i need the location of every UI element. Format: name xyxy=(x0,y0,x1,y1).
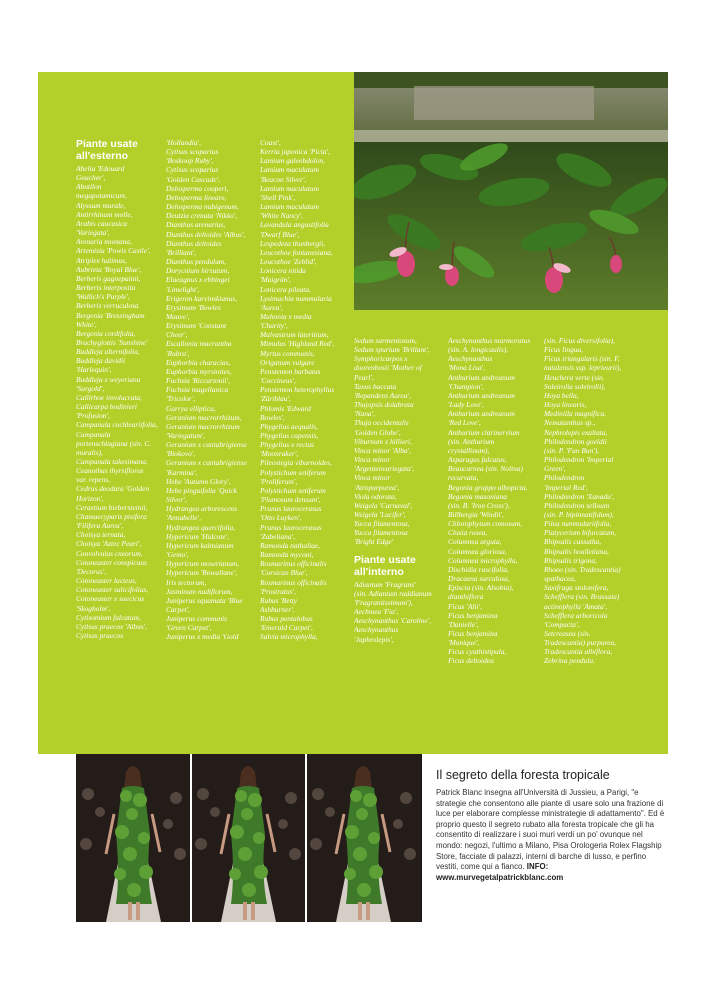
plant-entry: Ficus benjamina xyxy=(448,629,498,638)
plant-entry: 'Biokovo', xyxy=(166,449,196,459)
plant-entry: Rhipsalis trigona, xyxy=(544,555,597,565)
plant-entry: Cytisus praecox xyxy=(76,630,124,640)
plant-entry: Aeschynanthus xyxy=(448,354,493,364)
plant-entry: Philodendron goeldii xyxy=(544,436,607,446)
plant-entry: Billbergia 'Windii', xyxy=(448,509,504,519)
plant-entry: 'Corsican Blue', xyxy=(260,568,308,578)
plant-entry: muralis), xyxy=(76,447,103,457)
plant-entry: Schefflera arboricola xyxy=(544,610,608,620)
plant-entry: Penstemon heterophyllus xyxy=(260,385,335,395)
plant-entry: 'Karmina', xyxy=(166,467,198,477)
plant-entry: Fuchsia 'Riccartonii', xyxy=(166,376,230,386)
plant-entry: Dischidia ruscifolia, xyxy=(448,564,509,574)
plant-entry: Lonicera nitida xyxy=(260,266,306,276)
plant-entry: recurvata, xyxy=(448,473,479,483)
plant-entry: (sin. B. 'Iron Cross'), xyxy=(448,500,510,510)
plant-entry: Cotoneaster conspicuus xyxy=(76,557,147,567)
plant-entry: Aechmea 'Fia', xyxy=(354,607,399,617)
plant-entry: Philodendron 'Imperial xyxy=(544,455,614,465)
plant-entry: Penstemon barbatus xyxy=(260,366,321,376)
plant-entry: Atriplex halimus, xyxy=(76,255,127,265)
plant-entry: Anthurium andreanum xyxy=(448,409,515,419)
plant-entry: Ceanothus thyrsiflorus xyxy=(76,466,144,476)
plant-entry: Fuchsia magellanica xyxy=(166,385,229,395)
plant-entry: Kerria japonica 'Picta', xyxy=(260,147,330,157)
plant-entry: Erigeron karvinskianus, xyxy=(166,293,238,303)
plant-entry: Philodendron 'Xanadu', xyxy=(544,491,615,501)
plant-entry: Rubus 'Betty xyxy=(260,595,298,605)
plant-entry: Ficus deltoidea xyxy=(448,656,494,666)
plant-entry: 'Compacta', xyxy=(544,619,580,629)
plant-entry: Cotoneaster x suecicus xyxy=(76,594,145,604)
plant-entry: Ficus benjamina xyxy=(448,610,498,620)
plant-entry: Campanula xyxy=(76,429,111,439)
plant-entry: Juniperus communis xyxy=(166,614,227,624)
plant-list-column-1 xyxy=(76,138,158,750)
plant-entry: Nephrolepis exaltata, xyxy=(544,427,608,437)
plant-entry: Geranium x cantabrigiense xyxy=(166,458,247,468)
plant-entry: 'Boskoop Ruby', xyxy=(166,156,214,166)
plant-entry: Sedum sarmentosum, xyxy=(354,336,417,345)
plant-entry: 'Filifera Aurea', xyxy=(76,521,124,531)
plant-entry: Ramonda myconi, xyxy=(260,550,314,560)
caption-title: Il segreto della foresta tropicale xyxy=(436,768,610,782)
plant-entry: 'Limelight', xyxy=(166,284,200,294)
plant-entry: (sin. P. 'Fun Bun'), xyxy=(544,445,600,455)
plant-entry: 'Champion', xyxy=(448,381,484,391)
plant-entry: Cytisus praecox 'Albus', xyxy=(76,621,148,631)
plant-entry: Silver', xyxy=(166,495,187,505)
plant-entry: Cotoneaster salicifolius, xyxy=(76,585,149,595)
plant-entry: 'Golden Globe', xyxy=(354,427,401,437)
plant-entry: Rhipsalis cassutha, xyxy=(544,537,602,547)
plant-entry: 'Gemo', xyxy=(166,550,189,560)
plant-entry: Buddleja alternifolia, xyxy=(76,347,140,357)
plant-entry: Hydrangea arborescens xyxy=(166,504,237,514)
plant-entry: Bergenia cordifolia, xyxy=(76,328,136,338)
plant-entry: Arabis caucasica xyxy=(76,218,128,228)
plant-entry: Cheer', xyxy=(166,330,188,340)
plant-entry: Phygelius x rectus xyxy=(260,440,314,450)
caption-body: Patrick Blanc insegna all'Università di Jussieu, a Parigi, "e strategie che consentono alle piante di usare solo una frazione di luce per elaborare complesse ministrategie di adattamento". Ed è proprio questo il segreto rubato alla foresta tropicale che gli ha consentito di realizzare i suoi muri verdi un po' ovunque nel mondo: negozi, l'ultimo a Milano, Pisa Orologeria Rolex Flagship Store, facciate di palazzi, interni di barche di lusso, e perfino vestiti, come qui a fianco. INFO: www.murvegetalpatrickblanc.com xyxy=(436,788,665,882)
plant-entry: White', xyxy=(76,319,97,329)
plant-entry: Prunus laurocerasus xyxy=(260,522,322,532)
plant-entry: 'Variegata', xyxy=(76,228,110,238)
plant-entry: Dracaena surculosa, xyxy=(448,574,510,584)
plant-entry: Soleirolia soleirolii), xyxy=(544,381,606,391)
plant-entry: 'Lady Love', xyxy=(448,400,485,410)
plant-entry: Hypericum 'Rowallane', xyxy=(166,568,238,578)
plant-entry: 'Shell Pink', xyxy=(260,192,296,202)
plant-entry: 'Aurea', xyxy=(260,302,283,312)
plant-entry: 'Fragrantissimum'), xyxy=(354,597,413,607)
plant-entry: Rhoeo (sin. Tradescantia) xyxy=(544,564,621,574)
plant-entry: Aeschynanthus marmoratus xyxy=(448,336,531,345)
plant-entry: Bergenia 'Bressingham xyxy=(76,310,145,320)
plant-entry: Geranium x cantabrigiense xyxy=(166,440,247,450)
plant-entry: Yucca filamentosa xyxy=(354,528,408,538)
plant-entry: Dorycnium hirsutum, xyxy=(166,266,230,276)
plant-entry: Thujopsis dolabrata xyxy=(354,400,414,410)
plant-entry: portenschlagiana (sin. C. xyxy=(76,438,152,448)
plant-entry: Delosperma cooperi, xyxy=(166,183,229,193)
plant-entry: Sedum spurium 'Brillant', xyxy=(354,345,430,355)
plant-entry: 'Dwarf Blue', xyxy=(260,229,300,239)
plant-entry: Callicarpa bodinieri xyxy=(76,402,137,412)
plant-entry: 'Wallich's Purple', xyxy=(76,292,130,302)
plant-entry: Platycerium bifurcatum, xyxy=(544,528,616,538)
plant-entry: Salvia microphylla, xyxy=(260,632,318,642)
plant-entry: 'Surgold', xyxy=(76,383,105,393)
plant-entry: Garrya elliptica, xyxy=(166,403,216,413)
plant-entry: var. repens, xyxy=(76,475,111,485)
plant-entry: Mimulus 'Highland Red', xyxy=(260,339,334,349)
plant-entry: Nematanthus sp., xyxy=(544,418,596,428)
plant-entry: Taxus baccata xyxy=(354,381,397,391)
plant-entry: 'Golden Cascade', xyxy=(166,174,221,184)
plant-entry: Escallonia macrantha xyxy=(166,339,232,349)
plant-entry: Leucothoe fontanesiana, xyxy=(260,247,333,257)
plant-entry: Lysimachia nummularia xyxy=(260,293,332,303)
plant-entry: Begonia masoniana xyxy=(448,491,507,501)
plant-entry: Cotoneaster lacteus, xyxy=(76,576,137,586)
plant-entry: Prunus laurocerasus xyxy=(260,504,322,514)
plant-entry: Elaeagnus x ebbingei xyxy=(166,275,230,285)
outdoor-heading: Piante usate all'esterno xyxy=(76,138,138,162)
plant-entry: Symphoricarpos x xyxy=(354,354,408,364)
caption xyxy=(436,768,668,883)
plant-entry: Rhipsalis houlletiana, xyxy=(544,546,609,556)
plant-entry: Saxifraga stolonifera, xyxy=(544,583,609,593)
plant-entry: Hebe pinguifolia 'Quick xyxy=(166,485,237,495)
plant-entry: 'Monique', xyxy=(448,638,480,648)
plant-entry: Lamium galeobdolon, xyxy=(260,156,325,166)
plant-entry: Campanula takesimana, xyxy=(76,457,148,466)
plant-entry: 'Plumosum densum', xyxy=(260,495,321,505)
plant-entry: Aubrieta 'Royal Blue', xyxy=(76,264,142,274)
plant-entry: Hoya bella, xyxy=(544,390,579,400)
plant-entry: Dianthus deltoides xyxy=(166,238,222,248)
plant-entry: Lespedeza thunbergii, xyxy=(260,238,326,248)
plant-entry: Episcia (sin. Alsobia), xyxy=(448,583,514,593)
plant-entry: Euphorbia myrsinites, xyxy=(166,366,232,376)
plant-entry: 'Danielle', xyxy=(448,619,479,629)
plant-entry: megapotamicum, xyxy=(76,191,127,201)
info-label: INFO: xyxy=(526,862,549,872)
plant-entry: Juniperus squamata 'Blue xyxy=(166,595,243,605)
plant-entry: Yucca filamentosa, xyxy=(354,519,410,529)
plant-entry: 'Rubra', xyxy=(166,348,190,358)
plant-entry: 'Decorus', xyxy=(76,566,107,576)
plant-entry: 'Japhrolepis', xyxy=(354,634,394,644)
plant-entry: Origanum vulgare xyxy=(260,357,315,367)
plant-entry: Pilea nummulariifolia, xyxy=(544,519,612,529)
plant-entry: Goucher', xyxy=(76,173,106,183)
plant-entry: Vinca minor 'Alba', xyxy=(354,445,412,455)
plant-entry: Abutilon xyxy=(76,182,102,192)
plant-entry: Polystichum setiferum xyxy=(260,467,326,477)
plant-entry: Rosmarinus officinalis xyxy=(260,559,327,569)
plant-entry: Medinilla magnifica, xyxy=(544,409,606,419)
plant-entry: Convolvulus cneorum, xyxy=(76,548,143,558)
plant-entry: Iris tectorum, xyxy=(166,577,207,587)
plant-entry: Pearl', xyxy=(354,372,374,382)
plant-entry: Arenaria montana, xyxy=(76,237,132,247)
plant-entry: Clusia rosea, xyxy=(448,528,488,538)
plant-entry: 'White Nancy', xyxy=(260,211,303,221)
plant-entry: natalensis ssp. leprieurii), xyxy=(544,363,622,373)
plant-entry: 'Charity', xyxy=(260,321,288,331)
plant-entry: 'Züriblau', xyxy=(260,394,291,404)
plant-entry: Chlorophytum comosum, xyxy=(448,519,523,529)
plant-entry: (sin. P. bipinnatifidum), xyxy=(544,509,614,519)
plant-entry: Pileostegia viburnoides, xyxy=(260,458,332,468)
plant-entry: 'Variegatum', xyxy=(166,431,206,440)
plant-list-column-4 xyxy=(354,336,440,750)
info-link[interactable]: www.murvegetalpatrickblanc.com xyxy=(436,872,564,882)
plant-entry: Phygelius capensis, xyxy=(260,431,319,440)
plant-entry: 'Bright Edge' xyxy=(354,537,394,547)
plant-entry: 'Brilliant', xyxy=(166,247,197,257)
plant-entry: Asparagus falcatus, xyxy=(448,455,507,465)
plant-entry: Rosmarinus officinalis xyxy=(260,577,327,587)
plant-entry: 'Skogholm', xyxy=(76,603,111,613)
plant-entry: Setcreasea (sin. xyxy=(544,629,591,638)
plant-entry: Thuja occidentalis xyxy=(354,418,409,428)
plant-entry: Lavandula angustifolia xyxy=(260,220,329,230)
plant-entry: doorenbosii 'Mother of xyxy=(354,363,422,373)
plant-entry: Delosperma lineare, xyxy=(166,192,227,202)
plant-entry: Chamaecyparis pisifera xyxy=(76,511,147,521)
plant-entry: Columnea gloriosa, xyxy=(448,546,507,556)
plant-entry: Hypericum kalmianum xyxy=(166,540,234,550)
plant-entry: 'Hollandia', xyxy=(166,138,201,147)
plant-entry: Dianthus deltoides 'Albus', xyxy=(166,229,246,239)
plant-entry: Beaucarnea (sin. Nolina) xyxy=(448,464,523,474)
plant-entry: 'Repandens Aurea', xyxy=(354,390,411,400)
plant-entry: Tradescantia) purpurea, xyxy=(544,638,616,648)
plant-entry: Green', xyxy=(544,464,566,474)
plant-entry: Dianthus pendulum, xyxy=(166,257,226,267)
plant-entry: Hypericum 'Hidcote', xyxy=(166,531,230,541)
indoor-heading: Piante usate all'interno xyxy=(354,553,416,578)
plant-entry: Anthurium andreanum xyxy=(448,372,515,382)
plant-entry: Campanula cochleariifolia, xyxy=(76,420,158,430)
plant-entry: Lamium maculatum xyxy=(260,183,319,193)
plant-entry: Erysimum 'Bowles xyxy=(166,302,221,312)
plant-entry: Vinca minor xyxy=(354,473,391,483)
plant-entry: Heuchera verte (sin. xyxy=(544,372,605,382)
plant-entry: Berberis interposita xyxy=(76,283,136,293)
plant-entry: 'Beacon Silver', xyxy=(260,174,307,184)
plant-entry: 'Otto Luyken', xyxy=(260,513,302,523)
plant-entry: Leucothoe 'Zeblid', xyxy=(260,257,317,267)
plant-entry: Weigela 'Lucifer', xyxy=(354,509,406,519)
plant-entry: Mauve', xyxy=(166,311,190,321)
plant-entry: (sin. A. longicaulis), xyxy=(448,345,509,355)
plant-entry: Choisya 'Aztec Pearl', xyxy=(76,539,142,549)
plant-entry: Schefflera (sin. Brassaia) xyxy=(544,592,620,602)
plant-entry: Begonia gruppo albopicta, xyxy=(448,482,528,492)
plant-entry: Viola odorata, xyxy=(354,491,397,501)
plant-entry: Aeschynanthus xyxy=(354,625,399,635)
plant-entry: Myrtus communis, xyxy=(260,348,315,358)
plant-entry: Ramonda nathaliae, xyxy=(260,540,320,550)
plant-entry: 'Tricolor', xyxy=(166,394,196,404)
plant-entry: Ficus lingua, xyxy=(544,345,584,355)
plant-entry: Vinca minor xyxy=(354,455,391,465)
plant-entry: Anthurium clarinervium xyxy=(448,427,520,437)
plant-entry: Callirhoe involucrata, xyxy=(76,392,142,402)
plant-entry: dianthiflora xyxy=(448,592,484,602)
plant-entry: 'Prostratus', xyxy=(260,586,296,596)
plant-entry: Ficus 'Alii', xyxy=(448,601,482,611)
plant-entry: 'Mona Lisa', xyxy=(448,363,485,373)
plant-entry: Viburnum x hillieri, xyxy=(354,436,412,446)
plant-entry: Cerastium biebersteinii, xyxy=(76,502,148,512)
plant-entry: Lamium maculatum xyxy=(260,202,319,212)
plant-entry: 'Nana', xyxy=(354,409,376,419)
plant-entry: Mahonia x media xyxy=(260,311,312,321)
plant-entry: Buddleja davidii xyxy=(76,356,126,366)
plant-entry: spathacea, xyxy=(544,574,576,584)
plant-entry: Erysimum 'Constant xyxy=(166,321,227,331)
plant-entry: 'Maigrün', xyxy=(260,275,291,285)
plant-entry: 'Coccineus', xyxy=(260,376,296,386)
runway-photo xyxy=(76,754,422,922)
plant-entry: Zebrina pendula. xyxy=(544,656,595,666)
plant-entry: Cytisus scoparius xyxy=(166,147,219,157)
plant-entry: Tradescantia albiflora, xyxy=(544,647,613,657)
plant-entry: (sin. Adiantum raddianum xyxy=(354,588,432,598)
plant-entry: Carpet', xyxy=(166,604,190,614)
plant-entry: Rubus pentalobus xyxy=(260,614,313,624)
plant-entry: Anthurium andreanum xyxy=(448,390,515,400)
plant-entry: Antirrhinum molle, xyxy=(76,209,133,219)
plant-entry: Phlomis 'Edward xyxy=(260,403,311,413)
plant-entry: Phygelius aequalis, xyxy=(260,421,318,431)
plant-entry: Delosperma nubigenum, xyxy=(166,202,239,212)
plant-entry: crystallinum), xyxy=(448,445,490,455)
plant-entry: Weigela 'Carnaval', xyxy=(354,500,413,510)
plant-entry: 'Imperial Red', xyxy=(544,482,588,492)
plant-entry: Aeschynanthus 'Caroline', xyxy=(354,616,432,626)
plant-entry: Ficus cyathistipula, xyxy=(448,647,507,657)
plant-entry: Geranium macrorrhizum, xyxy=(166,412,242,422)
plant-entry: Choisya ternata, xyxy=(76,530,126,540)
plant-entry: Columnea arguta, xyxy=(448,537,502,547)
plant-entry: Hydrangea quercifolia, xyxy=(166,522,236,532)
plant-entry: Cytisus scoparius xyxy=(166,165,219,175)
plant-entry: Philodendron selloum xyxy=(544,500,610,510)
plant-list-column-3 xyxy=(260,138,348,750)
plant-entry: Lamium maculatum xyxy=(260,165,319,175)
plant-entry: Geranium macrorrhizum xyxy=(166,421,240,431)
plant-entry: Lonicera pileata, xyxy=(260,284,311,294)
plant-entry: Buddleja x weyeriana xyxy=(76,374,141,384)
plant-entry: 'Argenteovariegata', xyxy=(354,464,415,474)
plant-entry: 'Emerald Carpet', xyxy=(260,623,313,633)
plant-entry: Ficus triangularis (sin. F. xyxy=(544,354,620,364)
plant-entry: 'Proliferum', xyxy=(260,476,298,486)
plant-entry: 'Atropurpurea', xyxy=(354,482,400,492)
plant-entry: Columnea microphylla, xyxy=(448,555,518,565)
plant-entry: Ashburner', xyxy=(260,604,295,614)
plant-entry: Malvastrum lateritium, xyxy=(260,330,329,340)
plant-entry: Horizon', xyxy=(76,493,104,503)
plant-entry: Dianthus arenarius, xyxy=(166,220,226,230)
plant-entry: Deutzia crenata 'Nikko', xyxy=(166,211,238,221)
plant-list-column-2 xyxy=(166,138,252,750)
plant-entry: Hypericum moserianum, xyxy=(166,559,240,569)
plant-entry: Polystichum setiferum xyxy=(260,485,326,495)
plant-entry: Coast', xyxy=(260,138,281,147)
plant-entry: 'Profusion', xyxy=(76,411,110,421)
plant-entry: Adiantum 'Fragrans' xyxy=(354,579,416,589)
plant-entry: Abelia 'Edouard xyxy=(76,164,125,173)
plant-entry: Hoya linearis, xyxy=(544,400,587,410)
plant-entry: 'Moonraker', xyxy=(260,449,299,459)
plant-entry: (sin. Ficus diversifolia), xyxy=(544,336,616,345)
plant-entry: Brachyglottis 'Sunshine' xyxy=(76,337,148,347)
plant-entry: Euphorbia characias, xyxy=(166,357,231,367)
plant-entry: (sin. Anthurium xyxy=(448,436,495,446)
plant-entry: 'Green Carpet', xyxy=(166,623,212,633)
plant-entry: 'Zabeliana', xyxy=(260,531,295,541)
plant-entry: Bowles', xyxy=(260,412,285,422)
plant-entry: Cedrus deodara 'Golden xyxy=(76,484,150,494)
plant-entry: Berberis gagnepainii, xyxy=(76,273,141,283)
plant-entry: 'Red Love', xyxy=(448,418,481,428)
plant-entry: Philodendron xyxy=(544,473,585,483)
plant-entry: 'Annabelle', xyxy=(166,513,201,523)
plant-entry: Berberis verruculosa xyxy=(76,301,139,311)
plant-entry: 'Harlequin', xyxy=(76,365,112,375)
plant-list-column-6 xyxy=(544,336,636,750)
plant-list-column-5 xyxy=(448,336,534,750)
plant-entry: Alyssum murale, xyxy=(76,200,126,210)
vertical-garden-photo xyxy=(354,72,668,310)
plant-entry: actinophylla 'Amata', xyxy=(544,601,608,611)
plant-entry: Artemisia 'Powis Castle', xyxy=(76,246,151,256)
plant-entry: Cytisomium falcatum, xyxy=(76,612,141,622)
magazine-page xyxy=(38,72,668,922)
plant-entry: Hebe 'Autumn Glory', xyxy=(166,476,231,486)
plant-entry: Jasminum nudiflorum, xyxy=(166,586,233,596)
plant-entry: Juniperus x media 'Gold xyxy=(166,632,239,642)
